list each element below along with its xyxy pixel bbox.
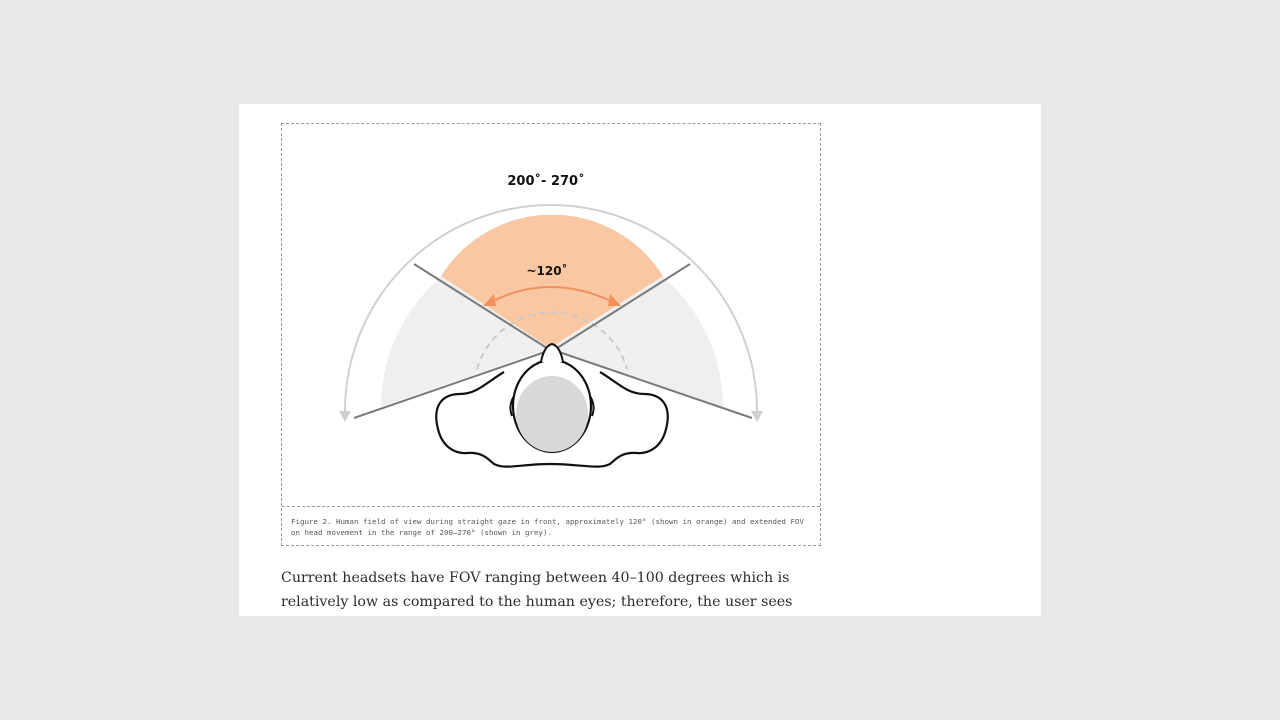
central-fov-label: ~120˚ (526, 264, 568, 278)
outer-arc-arrow-left (339, 411, 351, 422)
outer-fov-label: 200˚- 270˚ (507, 174, 585, 189)
outer-arc-arrow-right (751, 411, 763, 422)
article-body (281, 566, 801, 614)
article-paragraph: Current headsets have FOV ranging between 40–100 degrees which is relatively low as compared to the human eyes; therefore, the user sees (281, 570, 793, 610)
hair-shape (516, 376, 588, 452)
article-page (239, 104, 1041, 616)
figure-container (281, 123, 821, 546)
figure-caption: Figure 2. Human field of view during straight gaze in front, approximately 120° (shown in orange) and extended FOV on head movement in the range of 200–270° (shown in grey). (282, 506, 820, 545)
fov-diagram (282, 124, 822, 506)
